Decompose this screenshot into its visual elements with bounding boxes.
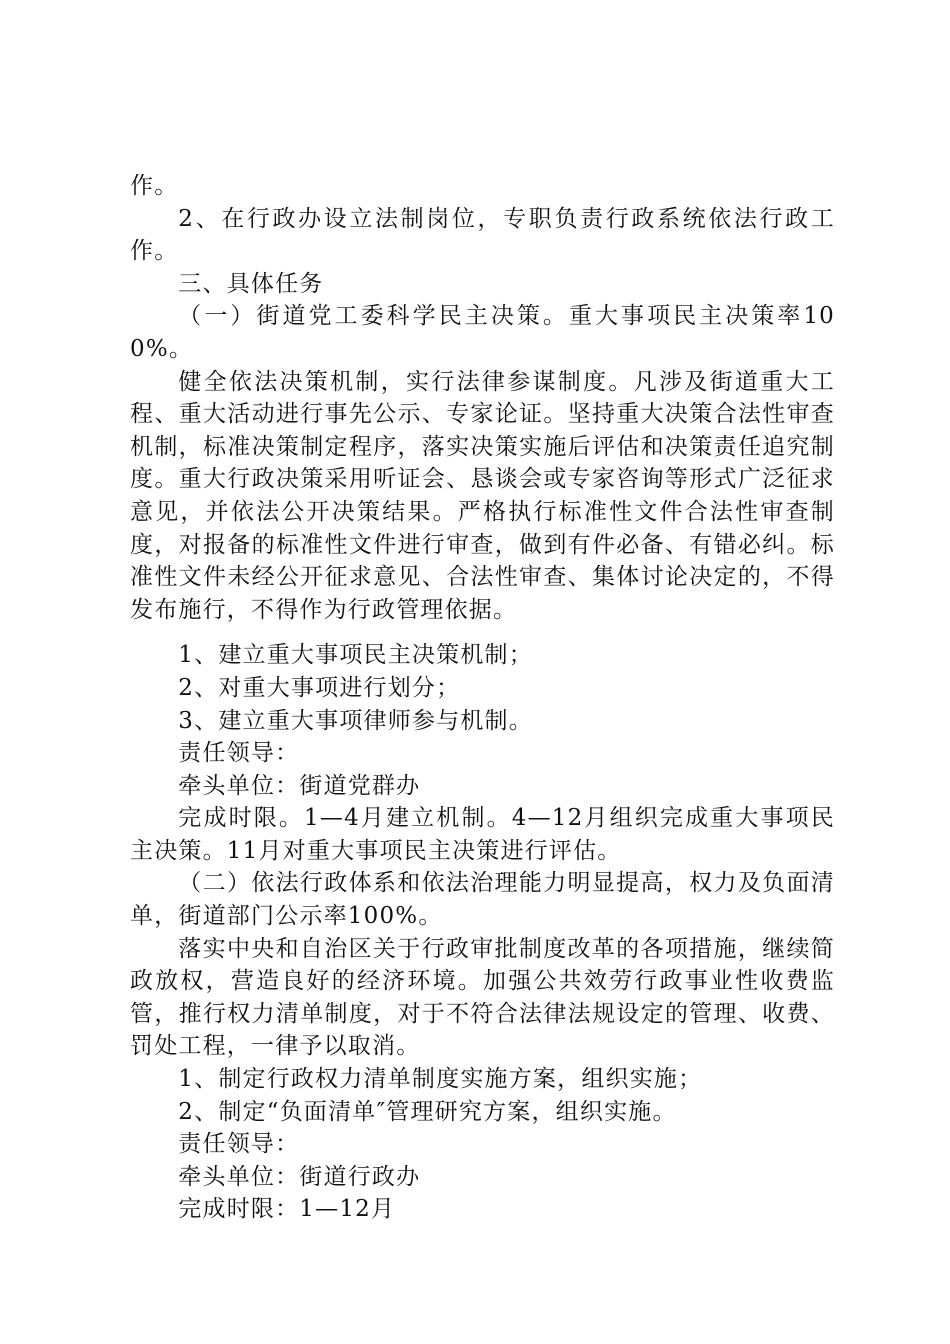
paragraph-decision-mechanism: 健全依法决策机制，实行法律参谋制度。凡涉及街道重大工程、重大活动进行事先公示、专家论证。坚持重大决策合法性审查机制，标准决策制定程序，落实决策实施后评估和决策责任追究制度。重大行政决策采用听证会、恳谈会或专家咨询等形式广泛征求意见，并依法公开决策结果。严格执行标准性文件合法性审查制度，对报备的标准性文件进行审查，做到有件必备、有错必纠。标准性文件未经公开征求意见、合法性审查、集体讨论决定的，不得发布施行，不得作为行政管理依据。 bbox=[130, 368, 835, 623]
list-item-legal-post: 2、在行政办设立法制岗位，专职负责行政系统依法行政工作。 bbox=[130, 205, 835, 265]
list-item: 1、建立重大事项民主决策机制； bbox=[178, 642, 533, 669]
section-heading-specific-tasks: 三、具体任务 bbox=[178, 270, 324, 297]
subsection-heading-1: （一）街道党工委科学民主决策。重大事项民主决策率100%。 bbox=[130, 303, 835, 362]
deadline: 完成时限。1—4月建立机制。4—12月组织完成重大事项民主决策。11月对重大事项民主决策进行评估。 bbox=[130, 805, 835, 864]
document-body bbox=[130, 170, 835, 1226]
list-item: 2、对重大事项进行划分； bbox=[178, 674, 461, 701]
lead-unit: 牵头单位：街道行政办 bbox=[178, 1163, 421, 1190]
list-item: 1、制定行政权力清单制度实施方案，组织实施； bbox=[178, 1066, 703, 1093]
lead-unit: 牵头单位：街道党群办 bbox=[178, 772, 421, 799]
list-item: 2、制定“负面清单″管理研究方案，组织实施。 bbox=[178, 1098, 677, 1125]
responsible-leader: 责任领导： bbox=[178, 740, 300, 767]
list-item: 3、建立重大事项律师参与机制。 bbox=[178, 707, 533, 734]
paragraph-continuation: 作。 bbox=[130, 173, 179, 199]
deadline: 完成时限：1—12月 bbox=[178, 1196, 396, 1223]
paragraph-approval-reform: 落实中央和自治区关于行政审批制度改革的各项措施，继续简政放权，营造良好的经济环境。加强公共效劳行政事业性收费监管，推行权力清单制度，对于不符合法律法规设定的管理、收费、罚处工程，一律予以取消。 bbox=[130, 935, 835, 1060]
responsible-leader: 责任领导： bbox=[178, 1131, 300, 1158]
subsection-heading-2: （二）依法行政体系和依法治理能力明显提高，权力及负面清单，街道部门公示率100%。 bbox=[130, 870, 835, 930]
